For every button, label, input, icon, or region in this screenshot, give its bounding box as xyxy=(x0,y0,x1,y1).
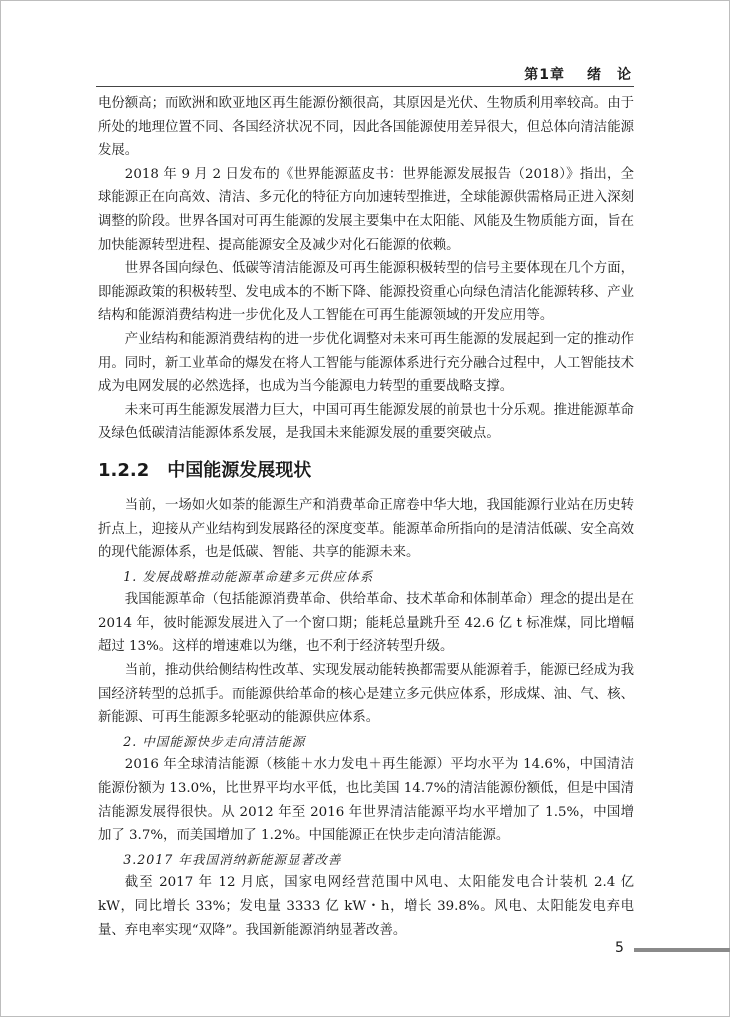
page-number: 5 xyxy=(615,940,624,956)
paragraph: 未来可再生能源发展潜力巨大，中国可再生能源发展的前景也十分乐观。推进能源革命及绿色低碳清洁能源体系发展，是我国未来能源发展的重要突破点。 xyxy=(98,402,634,442)
chapter-title: 绪 论 xyxy=(587,67,632,83)
section-title: 中国能源发展现状 xyxy=(167,459,312,481)
subheading: 2. 中国能源快步走向清洁能源 xyxy=(123,733,306,749)
subheading: 1. 发展战略推动能源革命建多元供应体系 xyxy=(123,568,374,584)
paragraph: 电份额高；而欧洲和欧亚地区再生能源份额很高，其原因是光伏、生物质利用率较高。由于所处的地理位置不同、各国经济状况不同，因此各国能源使用差异很大，但总体向清洁能源发展。 xyxy=(98,96,634,159)
section-heading xyxy=(98,457,634,485)
footer-bar xyxy=(634,948,730,952)
paragraph: 我国能源革命（包括能源消费革命、供给革命、技术革命和体制革命）理念的提出是在 2014 年，彼时能源发展进入了一个窗口期；能耗总量跳升至 42.6 亿 t 标准煤，同比增幅超过 13%。这样的增速难以为继，也不利于经济转型升级。 xyxy=(98,592,634,655)
paragraph: 世界各国向绿色、低碳等清洁能源及可再生能源积极转型的信号主要体现在几个方面，即能源政策的积极转型、发电成本的不断下降、能源投资重心向绿色清洁化能源转移、产业结构和能源消费结构进一步优化及人工智能在可再生能源领域的开发应用等。 xyxy=(98,261,634,324)
paragraph: 当前，一场如火如荼的能源生产和消费革命正席卷中华大地，我国能源行业站在历史转折点上，迎接从产业结构到发展路径的深度变革。能源革命所指向的是清洁低碳、安全高效的现代能源体系，也是低碳、智能、共享的能源未来。 xyxy=(98,497,634,561)
paragraph: 2016 年全球清洁能源（核能＋水力发电＋再生能源）平均水平为 14.6%，中国清洁能源份额为 13.0%，比世界平均水平低，也比美国 14.7%的清洁能源份额低，但是中国清洁能源发展得很快。从 2012 年至 2016 年世界清洁能源平均水平增加了 1.5%，中国增加了 3.7%，而美国增加了 1.2%。中国能源正在快步走向清洁能源。 xyxy=(98,757,634,844)
chapter-number: 第1章 xyxy=(524,67,565,83)
paragraph: 产业结构和能源消费结构的进一步优化调整对未来可再生能源的发展起到一定的推动作用。同时，新工业革命的爆发在将人工智能与能源体系进行充分融合过程中，人工智能技术成为电网发展的必然选择，也成为当今能源电力转型的重要战略支撑。 xyxy=(98,331,634,395)
subheading: 3.2017 年我国消纳新能源显著改善 xyxy=(123,851,342,867)
paragraph: 截至 2017 年 12 月底，国家电网经营范围中风电、太阳能发电合计装机 2.4 亿 kW，同比增长 33%；发电量 3333 亿 kW・h，增长 39.8%。风电、太阳能发电弃电量、弃电率实现“双降”。我国新能源消纳显著改善。 xyxy=(98,875,634,938)
paragraph: 当前，推动供给侧结构性改革、实现发展动能转换都需要从能源着手，能源已经成为我国经济转型的总抓手。而能源供给革命的核心是建立多元供应体系，形成煤、油、气、核、新能源、可再生能源多轮驱动的能源供应体系。 xyxy=(98,663,634,726)
header-rule xyxy=(96,86,634,87)
page-body xyxy=(98,92,634,942)
paragraph: 2018 年 9 月 2 日发布的《世界能源蓝皮书：世界能源发展报告（2018）》指出，全球能源正在向高效、清洁、多元化的特征方向加速转型推进，全球能源供需格局正进入深刻调整的阶段。世界各国对可再生能源的发展主要集中在太阳能、风能及生物质能方面，旨在加快能源转型进程、提高能源安全及减少对化石能源的依赖。 xyxy=(98,166,634,253)
running-head xyxy=(524,64,632,84)
section-number: 1.2.2 xyxy=(98,459,150,481)
